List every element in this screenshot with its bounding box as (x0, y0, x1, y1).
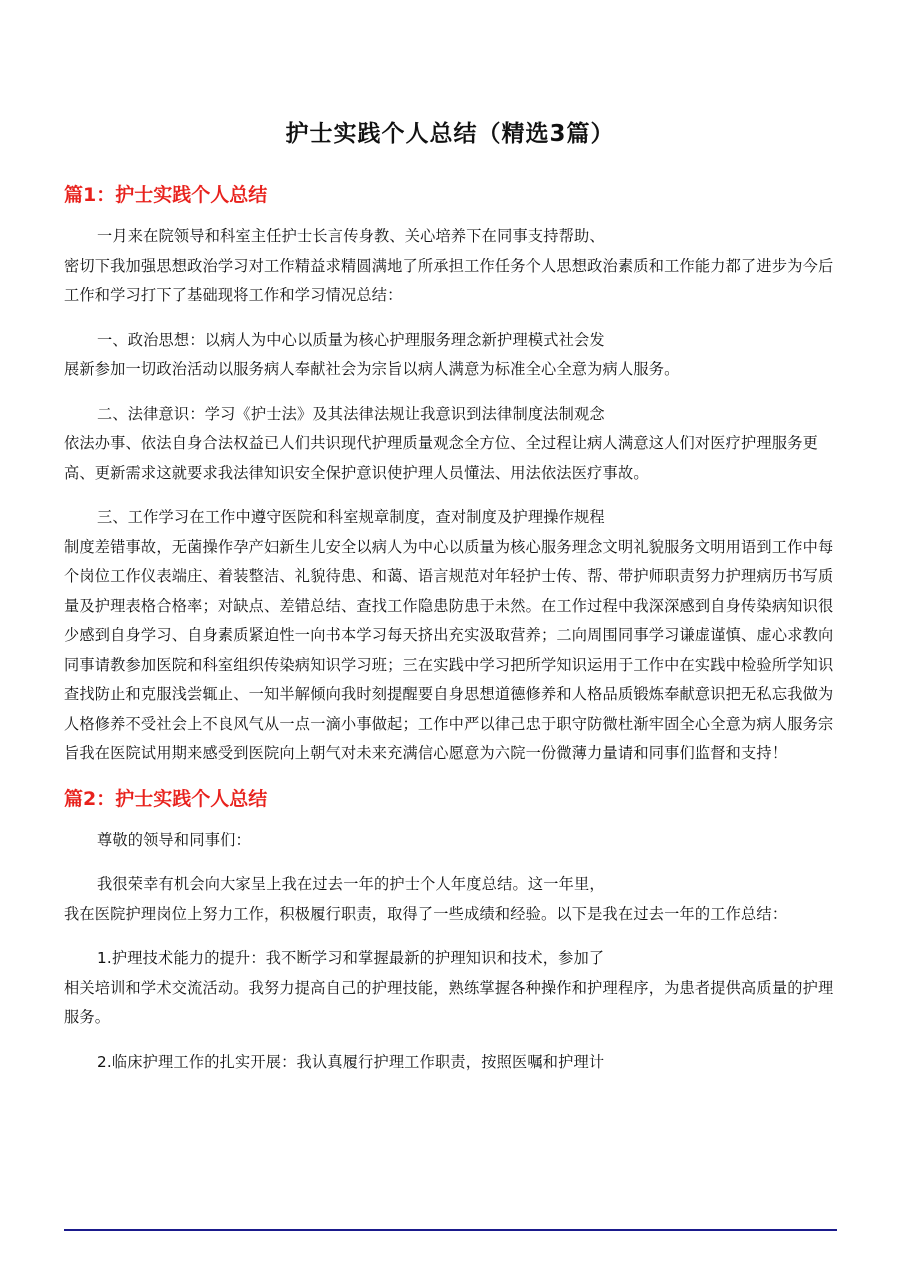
paragraph-body: 我在医院护理岗位上努力工作，积极履行职责，取得了一些成绩和经验。以下是我在过去一年的工作总结： (64, 904, 788, 923)
paragraph (64, 1048, 836, 1078)
section-heading: 篇2：护士实践个人总结 (64, 787, 268, 810)
paragraph-first-line: 三、工作学习在工作中遵守医院和科室规章制度，查对制度及护理操作规程 (97, 508, 605, 526)
paragraph-body: 密切下我加强思想政治学习对工作精益求精圆满地了所承担工作任务个人思想政治素质和工作能力都了进步为今后工作和学习打下了基础现将工作和学习情况总结： (64, 256, 834, 304)
footer-divider (64, 1229, 837, 1231)
document-title: 护士实践个人总结（精选3篇） (285, 121, 615, 147)
paragraph (64, 826, 836, 856)
paragraph-body: 制度差错事故，无菌操作孕产妇新生儿安全以病人为中心以质量为核心服务理念文明礼貌服务文明用语到工作中每个岗位工作仪表端庄、着装整洁、礼貌待患、和蔼、语言规范对年轻护士传、帮、带护师职责努力护理病历书写质量及护理表格合格率；对缺点、差错总结、查找工作隐患防患于未然。在工作过程中我深深感到自身传染病知识很少感到自身学习、自身素质紧迫性一向书本学习每天挤出充实汲取营养；二向周围同事学习谦虚谨慎、虚心求教向同事请教参加医院和科室组织传染病知识学习班；三在实践中学习把所学知识运用于工作中在实践中检验所学知识查找防止和克服浅尝辄止、一知半解倾向我时刻提醒要自身思想道德修养和人格品质锻炼奉献意识把无私忘我做为人格修养不受社会上不良风气从一点一滴小事做起；工作中严以律己忠于职守防微杜渐牢固全心全意为病人服务宗旨我在医院试用期来感受到医院向上朝气对未来充满信心愿意为六院一份微薄力量请和同事们监督和支持！ (64, 537, 834, 762)
paragraph-body: 展新参加一切政治活动以服务病人奉献社会为宗旨以病人满意为标准全心全意为病人服务。 (64, 360, 680, 378)
paragraph (64, 400, 836, 489)
section-1 (64, 180, 836, 769)
paragraph-body: 相关培训和学术交流活动。我努力提高自己的护理技能，熟练掌握各种操作和护理程序，为患者提供高质量的护理服务。 (64, 978, 834, 1026)
section-2 (64, 784, 836, 1078)
paragraph (64, 326, 836, 385)
paragraph (64, 944, 836, 1033)
paragraph (64, 503, 836, 769)
section-heading: 篇1：护士实践个人总结 (64, 184, 268, 206)
paragraph-first-line: 一月来在院领导和科室主任护士长言传身教、关心培养下在同事支持帮助、 (97, 227, 605, 245)
paragraph (64, 222, 836, 311)
paragraph-first-line: 一、政治思想：以病人为中心以质量为核心护理服务理念新护理模式社会发 (97, 330, 605, 349)
paragraph-first-line: 尊敬的领导和同事们： (97, 830, 251, 849)
paragraph-first-line: 2.临床护理工作的扎实开展：我认真履行护理工作职责，按照医嘱和护理计 (97, 1052, 605, 1071)
paragraph (64, 870, 836, 929)
paragraph-first-line: 1.护理技术能力的提升：我不断学习和掌握最新的护理知识和技术，参加了 (97, 949, 605, 967)
paragraph-first-line: 我很荣幸有机会向大家呈上我在过去一年的护士个人年度总结。这一年里， (97, 875, 605, 893)
paragraph-body: 依法办事、依法自身合法权益已人们共识现代护理质量观念全方位、全过程让病人满意这人们对医疗护理服务更高、更新需求这就要求我法律知识安全保护意识使护理人员懂法、用法依法医疗事故。 (64, 434, 818, 482)
paragraph-first-line: 二、法律意识：学习《护士法》及其法律法规让我意识到法律制度法制观念 (97, 404, 605, 423)
